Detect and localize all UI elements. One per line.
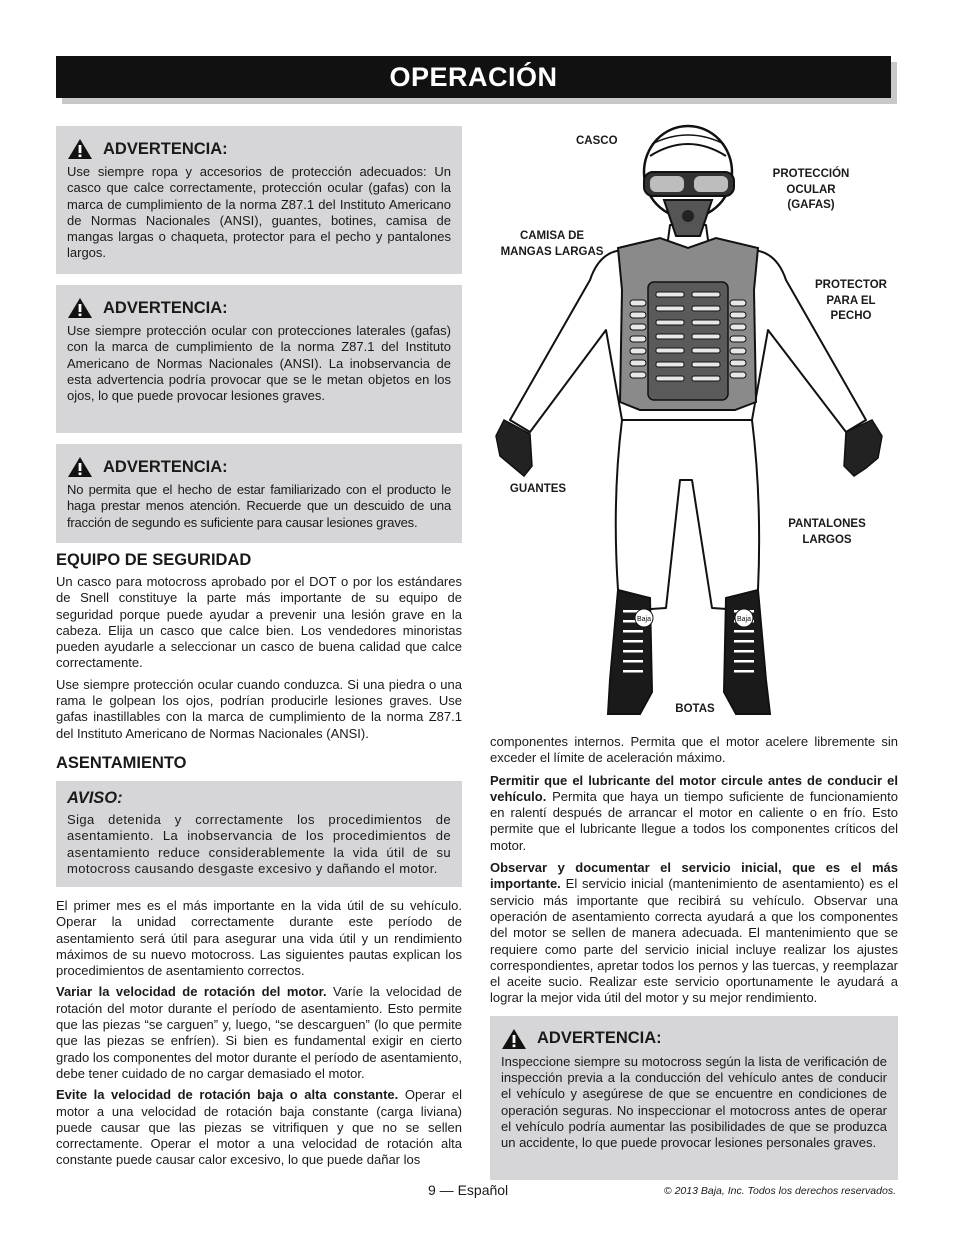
warning-title-text: ADVERTENCIA: — [103, 139, 228, 158]
warning-triangle-icon — [67, 138, 93, 160]
goggles — [644, 172, 734, 196]
left-column — [56, 126, 462, 1174]
bold-lead: Variar la velocidad de rotación del motor. — [56, 984, 327, 1000]
warning-title — [67, 138, 451, 160]
asentamiento-paragraph-1: El primer mes es el más importante en la vida útil de su vehículo. Operar la unidad correctamente durante este período de asentamiento será útil para asegurar una vida útil y un rendimiento máximos de su nuevo motocross. Las siguientes pautas explican los procedimientos de asentamiento correctos. — [56, 897, 462, 979]
aviso-title: AVISO: — [67, 788, 123, 807]
boots — [608, 590, 770, 714]
asentamiento-paragraph-2 — [56, 984, 462, 1082]
warning-box-4 — [490, 1016, 898, 1180]
bold-lead: Evite la velocidad de rotación baja o alta constante. — [56, 1087, 399, 1103]
bold-lead: Observar y documentar el servicio inicial, que es el más importante. — [490, 860, 898, 892]
warning-title-text: ADVERTENCIA: — [537, 1029, 662, 1048]
label-guantes: GUANTES — [509, 483, 567, 495]
warning-title — [501, 1028, 887, 1050]
warning-box-2 — [56, 285, 462, 433]
warning-text: No permita que el hecho de estar familiarizado con el producto le haga prestar menos atención. Recuerde que un descuido de una fracción de segundo es suficiente para causar lesiones graves. — [67, 482, 451, 530]
boot-logo-left: Baja — [636, 616, 652, 623]
label-camisa: CAMISA DE MANGAS LARGAS — [500, 230, 604, 258]
asentamiento-section — [56, 754, 462, 1169]
warning-title — [67, 297, 451, 319]
pants-shape — [616, 420, 759, 610]
label-botas: BOTAS — [675, 703, 715, 715]
aviso-box — [56, 781, 462, 887]
copyright: © 2013 Baja, Inc. Todos los derechos reservados. — [663, 1185, 896, 1197]
warning-text: Inspeccione siempre su motocross según la lista de verificación de inspección previa a la conducción del vehículo antes de conducir el vehículo y asegúrese de que se encuentre en condiciones de operación seguras. No inspeccionar el motocross antes de operar el vehículo podría aumentar las posibilidades de que se produzca un accidente, lo que puede provocar lesiones personales graves. — [501, 1053, 887, 1151]
paragraph-body: Permita que haya un tiempo suficiente de funcionamiento en ralentí después de arrancar el motor en caliente o en frío. Esto permite que el lubricante llegue a todos los componentes críticos del motor. — [490, 788, 898, 853]
label-casco: CASCO — [576, 135, 618, 147]
page-number: 9 — Español — [428, 1182, 509, 1198]
warning-box-3 — [56, 444, 462, 543]
warning-title-text: ADVERTENCIA: — [103, 457, 228, 476]
warning-text: Use siempre protección ocular con protecciones laterales (gafas) con la marca de cumplimiento de la norma Z87.1 del Instituto Americano de Normas Nacionales (ANSI). La inobservancia de esta advertencia podría provocar que se le metan objetos en los ojos, lo que puede provocar lesiones graves. — [67, 323, 451, 404]
warning-triangle-icon — [67, 456, 93, 478]
chest-protector — [618, 238, 758, 410]
label-proteccion-ocular: PROTECCIÓN OCULAR (GAFAS) — [772, 168, 850, 211]
equipo-heading: EQUIPO DE SEGURIDAD — [56, 551, 252, 569]
warning-triangle-icon — [67, 297, 93, 319]
right-paragraph-3 — [490, 860, 898, 1007]
page-title: OPERACIÓN — [56, 56, 891, 98]
warning-box-1 — [56, 126, 462, 274]
warning-title — [67, 456, 451, 478]
equipo-paragraph-1: Un casco para motocross aprobado por el DOT o por los estándares de Snell constituye la parte más importante de su equipo de seguridad porque puede ayudar a prevenir una lesión grave en la cabeza. Elija un casco que calce bien. Los vendedores minoristas pueden ayudarle a seleccionar un casco de buena calidad que calce correctamente. — [56, 574, 462, 671]
warning-triangle-icon — [501, 1028, 527, 1050]
right-column — [490, 734, 898, 1191]
label-pantalones: PANTALONES LARGOS — [788, 518, 866, 546]
right-paragraph-1: componentes internos. Permita que el motor acelere libremente sin exceder el límite de aceleración máximo. — [490, 734, 898, 766]
aviso-text: Siga detenida y correctamente los procedimientos de asentamiento. La inobservancia de los procedimientos de asentamiento reduce considerablemente la vida útil de su motocross causando desgaste excesivo y dañando el motor. — [67, 811, 451, 876]
warning-text: Use siempre ropa y accesorios de protección adecuados: Un casco que calce correctamente, protección ocular (gafas) con la marca de cumplimiento de la norma Z87.1 del Instituto Americano de Normas Nacionales (ANSI), guantes, botines, camisa de mangas largas o chaqueta, protector para el pecho y pantalones largos. — [67, 164, 451, 261]
paragraph-body: Operar el motor a una velocidad de rotación baja constante (carga liviana) puede causar que las piezas se vitrifiquen y que no se sellen correctamente. Operar el motor a una velocidad de rotación alta constante puede causar calor excesivo, lo que puede dañar los — [56, 1087, 462, 1168]
label-protector-pecho: PROTECTOR PARA EL PECHO — [815, 279, 887, 322]
right-paragraph-2 — [490, 773, 898, 854]
bold-lead: Permitir que el lubricante del motor circule antes de conducir el vehículo. — [490, 772, 898, 804]
safety-gear-figure — [490, 120, 898, 730]
asentamiento-heading: ASENTAMIENTO — [56, 753, 187, 772]
equipo-section — [56, 551, 462, 742]
boot-logo-right: Baja — [736, 616, 752, 623]
warning-title-text: ADVERTENCIA: — [103, 298, 228, 317]
paragraph-body: Varíe la velocidad de rotación del motor durante el período de asentamiento. Esto permite que las piezas “se carguen” y, luego, “se descarguen” (lo que permite que las piezas se enfríen). Si bien es fundamental exigir en cierto grado los componentes del motor durante el período de asentamiento, debe tener cuidado de no cargar demasiado el motor. — [56, 984, 462, 1081]
equipo-paragraph-2: Use siempre protección ocular cuando conduzca. Si una piedra o una rama le golpean los ojos, podrían producirle lesiones graves. Use gafas inastillables con la marca de cumplimiento de la norma Z87.1 del Instituto Americano de Normas Nacionales (ANSI). — [56, 676, 462, 741]
asentamiento-paragraph-3 — [56, 1087, 462, 1168]
paragraph-body: El servicio inicial (mantenimiento de asentamiento) es el servicio más importante que recibirá su vehículo. Observar una operación de asentamiento correcta ayudará a que los componentes del motor se sellen de manera adecuada. El mantenimiento que se requiere como parte del servicio inicial incluye realizar los ajustes correspondientes, apretar todos los pernos y las tuercas, y reemplazar el aceite sucio. Realizar este servicio oportunamente le ayudará a lograr la mejor vida útil del motor y su mejor rendimiento. — [490, 876, 898, 1006]
